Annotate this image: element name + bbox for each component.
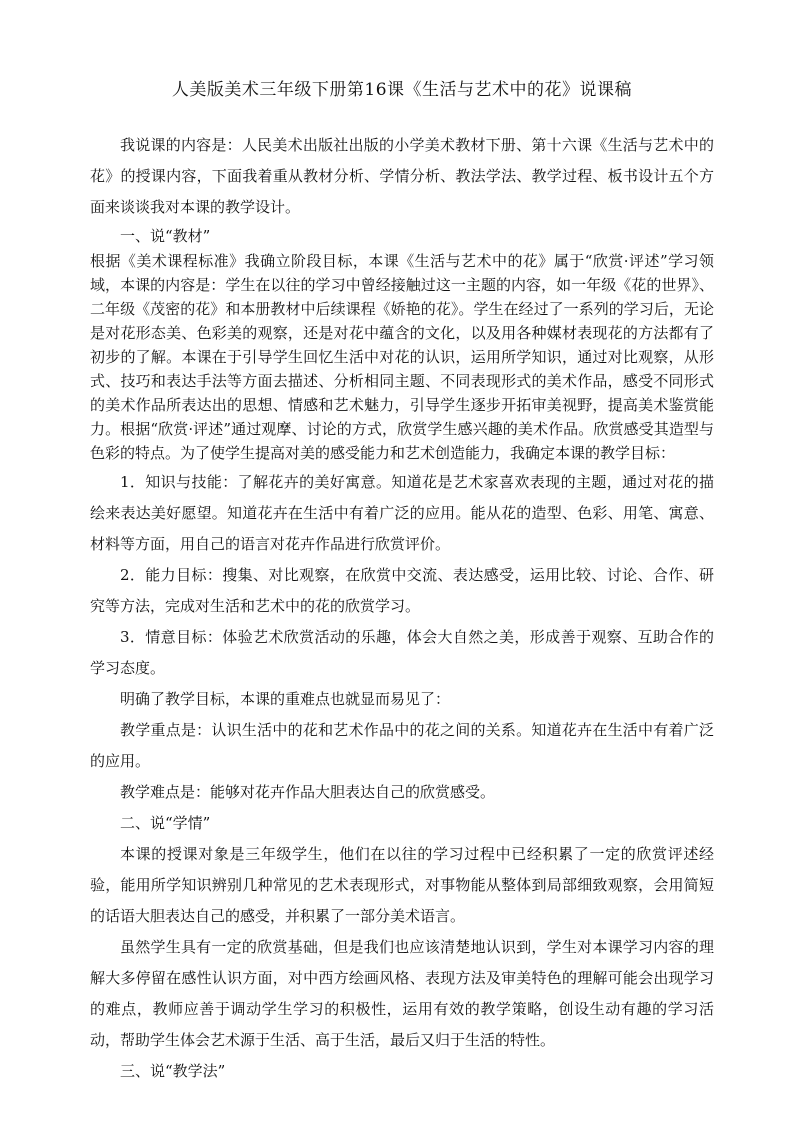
- key-point-paragraph: 教学重点是：认识生活中的花和艺术作品中的花之间的关系。知道花卉在生活中有着广泛的应用。: [90, 721, 714, 770]
- section2-heading: 二、说“学情”: [120, 814, 211, 832]
- page-title: 人美版美术三年级下册第16课《生活与艺术中的花》说课稿: [171, 80, 633, 100]
- difficult-point-paragraph: 教学难点是：能够对花卉作品大胆表达自己的欣赏感受。: [120, 783, 496, 801]
- goal1-paragraph: 1．知识与技能：了解花卉的美好寓意。知道花是艺术家喜欢表现的主题，通过对花的描绘来表达美好愿望。知道花卉在生活中有着广泛的应用。能从花的造型、色彩、用笔、寓意、材料等方面，用自己的语言对花卉作品进行欣赏评价。: [90, 473, 714, 553]
- goal3-paragraph: 3．情意目标：体验艺术欣赏活动的乐趣，体会大自然之美，形成善于观察、互助合作的学习态度。: [90, 628, 714, 677]
- clarify-paragraph: 明确了教学目标，本课的重难点也就显而易见了：: [120, 690, 451, 708]
- section3-heading: 三、说“教学法”: [120, 1062, 226, 1080]
- section1-heading: 一、说“教材”: [120, 227, 211, 245]
- section1-body: 根据《美术课程标准》我确立阶段目标，本课《生活与艺术中的花》属于“欣赏·评述”学习领域，本课的内容是：学生在以往的学习中曾经接触过这一主题的内容，如一年级《花的世界》、二年级《茂密的花》和本册教材中后续课程《娇艳的花》。学生在经过了一系列的学习后，无论是对花形态美、色彩美的观察，还是对花中蕴含的文化，以及用各种媒材表现花的方法都有了初步的了解。本课在于引导学生回忆生活中对花的认识，运用所学知识，通过对比观察，从形式、技巧和表达手法等方面去描述、分析相同主题、不同表现形式的美术作品，感受不同形式的美术作品所表达出的思想、情感和艺术魅力，引导学生逐步开拓审美视野，提高美术鉴赏能力。根据“欣赏·评述”通过观摩、讨论的方式，欣赏学生感兴趣的美术作品。欣赏感受其造型与色彩的特点。为了使学生提高对美的感受能力和艺术创造能力，我确定本课的教学目标：: [90, 252, 714, 462]
- section2-body1: 本课的授课对象是三年级学生，他们在以往的学习过程中已经积累了一定的欣赏评述经验，能用所学知识辨别几种常见的艺术表现形式，对事物能从整体到局部细致观察，会用简短的话语大胆表达自己的感受，并积累了一部分美术语言。: [90, 845, 714, 925]
- goal2-paragraph: 2．能力目标：搜集、对比观察，在欣赏中交流、表达感受，运用比较、讨论、合作、研究等方法，完成对生活和艺术中的花的欣赏学习。: [90, 566, 714, 615]
- intro-paragraph: 我说课的内容是：人民美术出版社出版的小学美术教材下册、第十六课《生活与艺术中的花》的授课内容，下面我着重从教材分析、学情分析、教法学法、教学过程、板书设计五个方面来谈谈我对本课的教学设计。: [90, 136, 714, 216]
- section2-body2: 虽然学生具有一定的欣赏基础，但是我们也应该清楚地认识到，学生对本课学习内容的理解大多停留在感性认识方面，对中西方绘画风格、表现方法及审美特色的理解可能会出现学习的难点，教师应善于调动学生学习的积极性，运用有效的教学策略，创设生动有趣的学习活动，帮助学生体会艺术源于生活、高于生活，最后又归于生活的特性。: [90, 938, 714, 1049]
